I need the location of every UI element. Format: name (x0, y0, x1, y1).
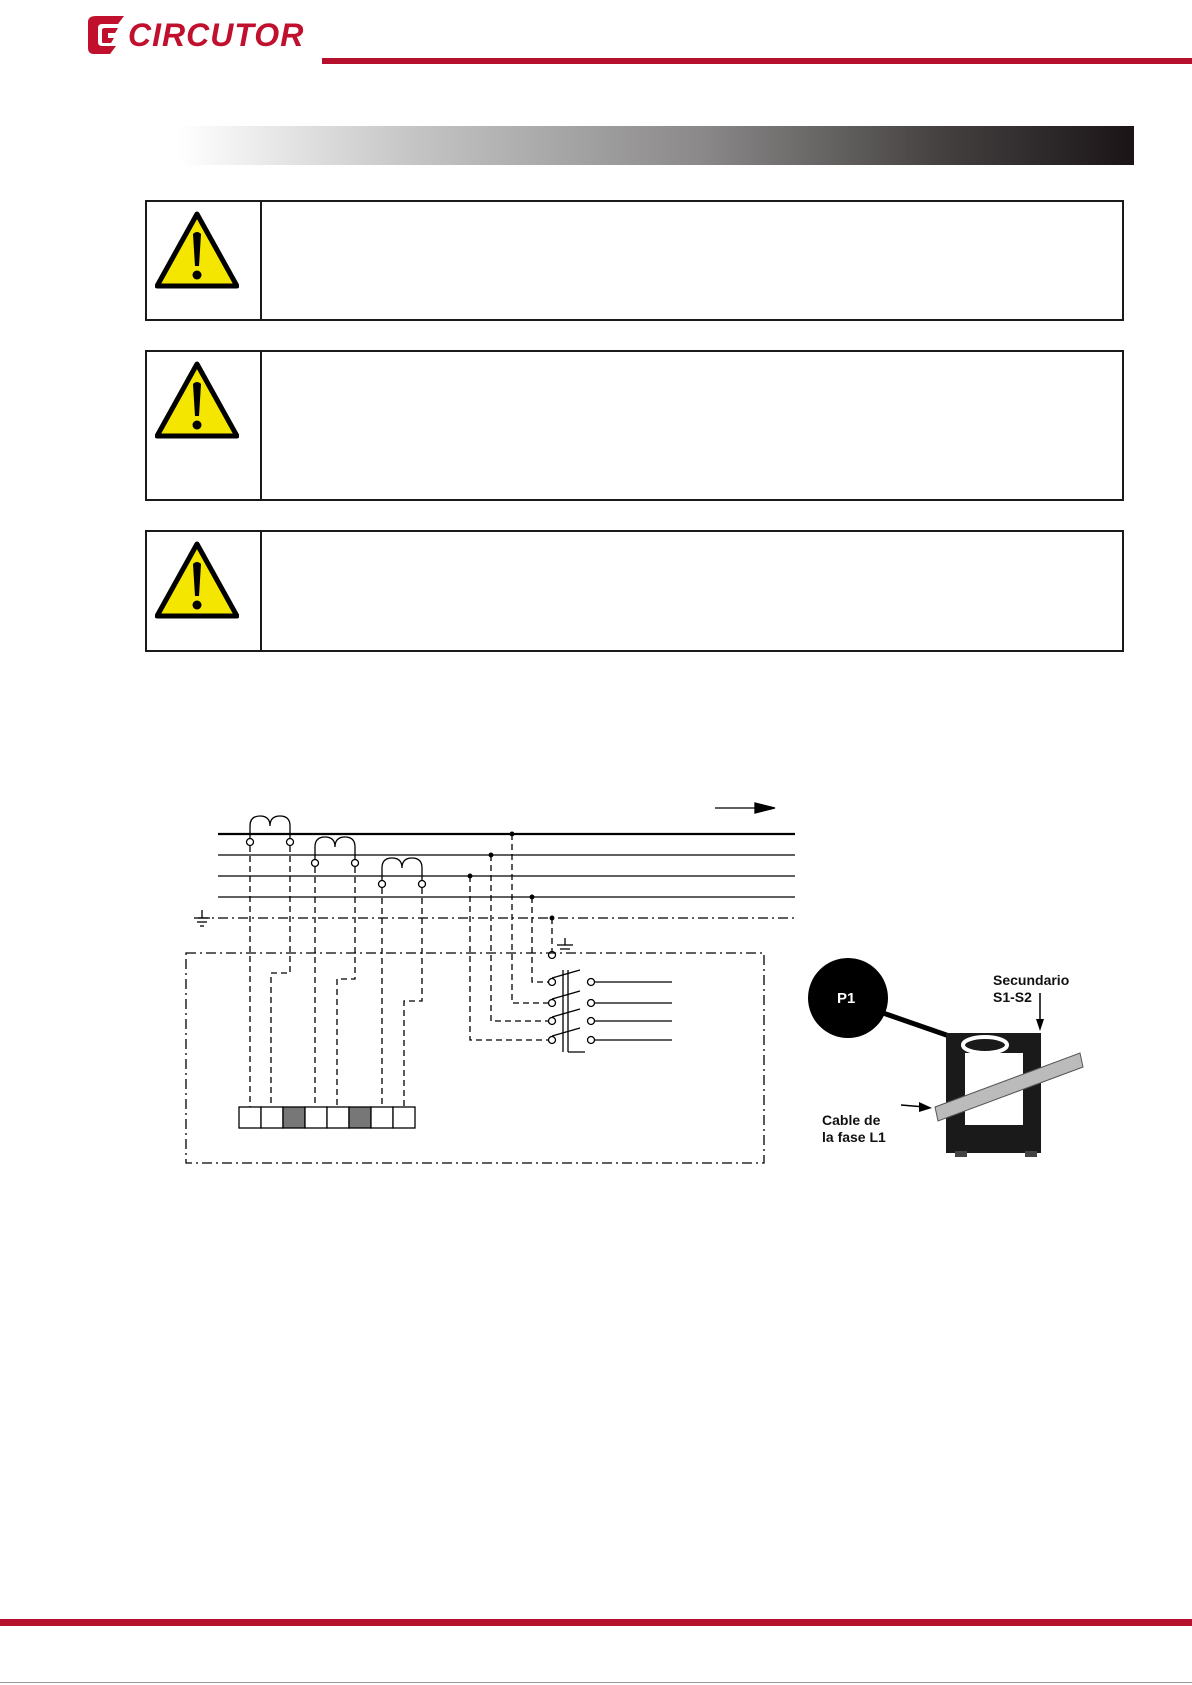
warning-box-3 (145, 530, 1124, 652)
device-enclosure (186, 953, 764, 1163)
warning-box-1 (145, 200, 1124, 321)
circutor-logo-icon (88, 14, 128, 56)
warning-triangle-icon (155, 540, 239, 620)
brand-name: CIRCUTOR (128, 17, 305, 53)
ct-coil-3 (382, 858, 422, 880)
footer-thin-rule (0, 1682, 1192, 1683)
fuse-switch-block (549, 970, 673, 1052)
wiring-schematic (180, 790, 800, 1170)
section-title-bar (178, 126, 1134, 165)
ct-coil-2 (315, 837, 355, 859)
p1-label: P1 (837, 990, 856, 1007)
circutor-logo (88, 14, 318, 60)
earth-symbol-right (557, 938, 573, 949)
warning-triangle-icon (155, 360, 239, 440)
warning-triangle-icon (155, 210, 239, 290)
flow-arrowhead (755, 803, 775, 813)
cable-label: Cable de la fase L1 (822, 1112, 886, 1145)
earth-symbol-left (194, 910, 210, 926)
secondary-label: Secundario S1-S2 (993, 972, 1070, 1005)
terminal-strip (239, 1107, 415, 1128)
warning-box-2 (145, 350, 1124, 501)
footer-rule (0, 1619, 1192, 1626)
header-rule (322, 58, 1192, 64)
